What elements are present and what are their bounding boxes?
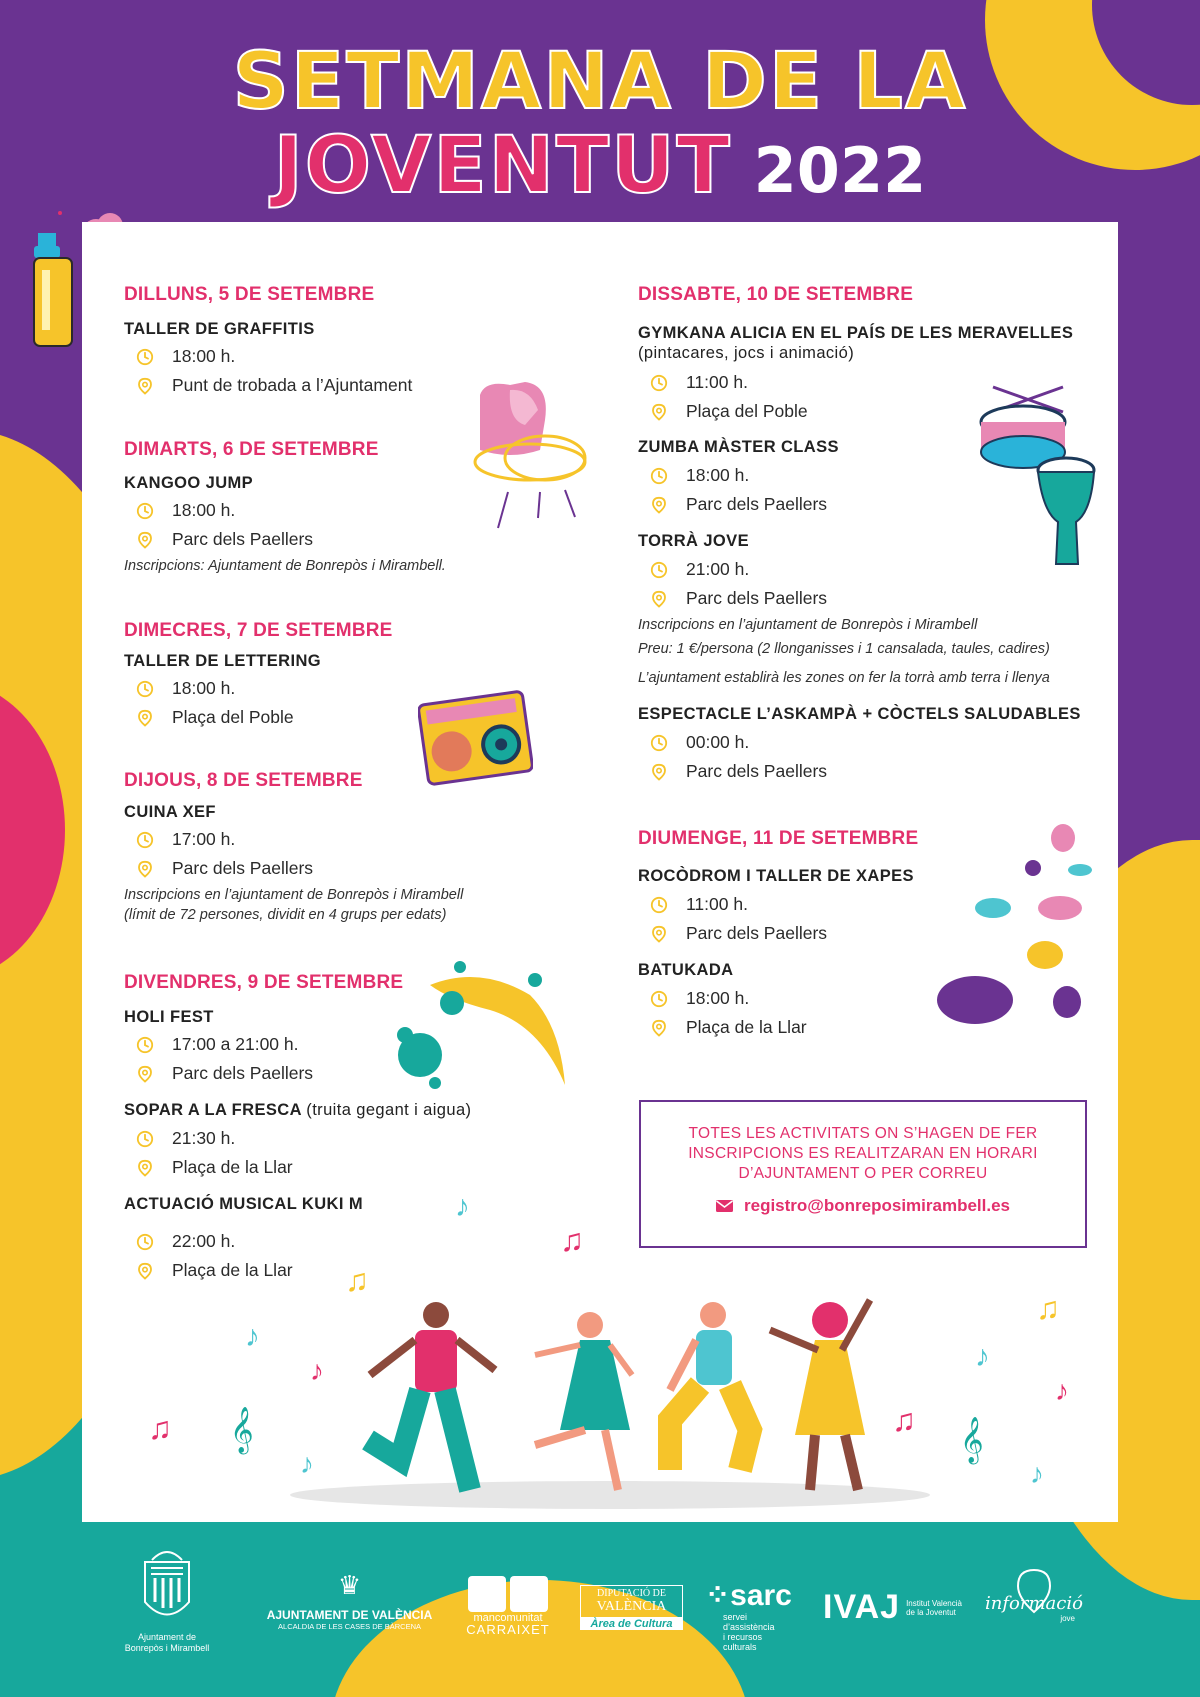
clock-icon	[136, 502, 154, 520]
activity-name: BATUKADA	[638, 961, 734, 979]
title-line-2	[0, 121, 1200, 213]
drums-icon	[978, 382, 1098, 572]
activity-name: TALLER DE LETTERING	[124, 652, 322, 670]
activity-name: ROCÒDROM I TALLER DE XAPES	[638, 867, 914, 885]
day-heading: DIUMENGE, 11 DE SETEMBRE	[638, 828, 919, 849]
activity-name: ESPECTACLE L’ASKAMPÀ + CÒCTELS SALUDABLES	[638, 705, 1081, 723]
activity-time: 18:00 h.	[136, 346, 235, 367]
logo-sarc: ⁘sarc servei d’assistència i recursos culturals	[705, 1579, 792, 1652]
activity-time: 18:00 h.	[650, 988, 749, 1009]
logo-diputacio: DIPUTACIÓ DE VALÈNCIA Àrea de Cultura	[580, 1585, 683, 1630]
location-pin-icon	[136, 377, 154, 395]
crown-icon: ♛	[337, 1570, 362, 1600]
logo-informacio-jove: informació jove	[985, 1566, 1083, 1623]
activity-name: ACTUACIÓ MUSICAL KUKI M	[124, 1195, 363, 1213]
activity-place: Plaça de la Llar	[136, 1260, 293, 1281]
activity-place: Parc dels Paellers	[650, 494, 827, 515]
activity-name: GYMKANA ALICIA EN EL PAÍS DE LES MERAVELLES	[638, 324, 1074, 342]
activity-place: Plaça del Poble	[650, 401, 808, 422]
clock-icon	[650, 734, 668, 752]
clock-icon	[650, 561, 668, 579]
activity-name: CUINA XEF	[124, 803, 216, 821]
sponsor-logos	[0, 1530, 1200, 1680]
activity-name: HOLI FEST	[124, 1008, 214, 1026]
title-year: 2022	[753, 134, 927, 207]
activity-time: 21:00 h.	[650, 559, 749, 580]
location-pin-icon	[136, 1159, 154, 1177]
logo-ivaj: IVAJ Institut Valencià de la Joventut	[823, 1588, 962, 1626]
day-heading: DIMARTS, 6 DE SETEMBRE	[124, 439, 379, 460]
logo-mancomunitat: mancomunitat CARRAIXET	[462, 1576, 554, 1637]
activity-place: Parc dels Paellers	[136, 1063, 313, 1084]
activity-time: 22:00 h.	[136, 1231, 235, 1252]
activity-time: 18:00 h.	[136, 678, 235, 699]
day-heading: DILLUNS, 5 DE SETEMBRE	[124, 284, 375, 305]
activity-time: 11:00 h.	[650, 894, 748, 915]
roller-skate-icon	[470, 380, 600, 535]
logo-ajuntament-valencia: ♛ AJUNTAMENT DE VALÈNCIA ALCALDIA DE LES CASES DE BÀRCENA	[262, 1570, 437, 1631]
activity-time: 18:00 h.	[650, 465, 749, 486]
treble-clef-icon: 𝄞	[230, 1408, 254, 1452]
music-note-icon: ♪	[310, 1355, 324, 1386]
music-note-icon: ♪	[245, 1320, 260, 1353]
climbing-holds-icon	[935, 820, 1095, 1030]
location-pin-icon	[650, 1019, 668, 1037]
activity-time: 21:30 h.	[136, 1128, 235, 1149]
activity-time: 18:00 h.	[136, 500, 235, 521]
treble-clef-icon: 𝄞	[960, 1418, 984, 1462]
activity-note: Inscripcions en l’ajuntament de Bonrepòs i Mirambell	[124, 887, 464, 903]
day-heading: DIJOUS, 8 DE SETEMBRE	[124, 770, 363, 791]
clock-icon	[136, 1130, 154, 1148]
activity-place: Parc dels Paellers	[650, 923, 827, 944]
music-note-icon: ♫	[560, 1222, 584, 1258]
day-heading: DIMECRES, 7 DE SETEMBRE	[124, 620, 393, 641]
activity-note: Inscripcions: Ajuntament de Bonrepòs i Mirambell.	[124, 558, 446, 574]
activity-note: Inscripcions en l’ajuntament de Bonrepòs i Mirambell	[638, 617, 978, 633]
location-pin-icon	[136, 531, 154, 549]
notice-text: TOTES LES ACTIVITATS ON S’HAGEN DE FER INSCRIPCIONS ES REALITZARAN EN HORARI D’AJUNTAMENT O PER CORREU	[688, 1125, 1038, 1182]
dancers-illustration	[140, 1190, 1080, 1510]
clock-icon	[136, 1036, 154, 1054]
activity-name: SOPAR A LA FRESCA (truita gegant i aigua)	[124, 1101, 472, 1119]
music-note-icon: ♪	[300, 1448, 314, 1479]
paint-splash-icon	[370, 955, 570, 1095]
activity-time: 17:00 h.	[136, 829, 235, 850]
activity-name: TALLER DE GRAFFITIS	[124, 320, 315, 338]
music-note-icon: ♪	[1030, 1458, 1044, 1489]
activity-note: L’ajuntament establirà les zones on fer la torrà amb terra i llenya	[638, 670, 1050, 686]
music-note-icon: ♪	[1055, 1375, 1069, 1406]
music-note-icon: ♫	[345, 1262, 369, 1298]
activity-name: ZUMBA MÀSTER CLASS	[638, 438, 839, 456]
activity-subtitle: (pintacares, jocs i animació)	[638, 344, 855, 362]
activity-place: Parc dels Paellers	[136, 529, 313, 550]
activity-name: KANGOO JUMP	[124, 474, 254, 492]
day-heading: DISSABTE, 10 DE SETEMBRE	[638, 284, 914, 305]
title-joventut: JOVENTUT	[273, 121, 732, 211]
location-pin-icon	[136, 709, 154, 727]
clock-icon	[136, 680, 154, 698]
activity-time: 00:00 h.	[650, 732, 749, 753]
activity-place: Plaça del Poble	[136, 707, 294, 728]
notice-email[interactable]: registro@bonreposimirambell.es	[641, 1196, 1085, 1216]
poster-title	[0, 37, 1200, 213]
location-pin-icon	[136, 860, 154, 878]
music-note-icon: ♫	[148, 1410, 172, 1446]
activity-place: Punt de trobada a l’Ajuntament	[136, 375, 412, 396]
location-pin-icon	[650, 763, 668, 781]
day-heading: DIVENDRES, 9 DE SETEMBRE	[124, 972, 404, 993]
activity-place: Plaça de la Llar	[136, 1157, 293, 1178]
activity-note: Preu: 1 €/persona (2 llonganisses i 1 cansalada, taules, cadires)	[638, 641, 1050, 657]
activity-time: 17:00 a 21:00 h.	[136, 1034, 299, 1055]
location-pin-icon	[650, 496, 668, 514]
activity-name: TORRÀ JOVE	[638, 532, 749, 550]
clock-icon	[650, 374, 668, 392]
activity-time: 11:00 h.	[650, 372, 748, 393]
location-pin-icon	[650, 590, 668, 608]
logo-bonrepos: Ajuntament de Bonrepòs i Mirambell	[112, 1542, 222, 1654]
title-line-1: SETMANA DE LA	[232, 37, 968, 127]
location-pin-icon	[650, 925, 668, 943]
activity-place: Parc dels Paellers	[136, 858, 313, 879]
clock-icon	[650, 467, 668, 485]
coat-of-arms-icon	[137, 1542, 197, 1627]
activity-place: Plaça de la Llar	[650, 1017, 807, 1038]
activity-place: Parc dels Paellers	[650, 588, 827, 609]
music-note-icon: ♪	[455, 1190, 470, 1223]
clock-icon	[650, 896, 668, 914]
boombox-icon	[418, 688, 533, 788]
activity-place: Parc dels Paellers	[650, 761, 827, 782]
location-pin-icon	[136, 1065, 154, 1083]
music-note-icon: ♪	[975, 1340, 990, 1373]
music-note-icon: ♫	[1036, 1290, 1060, 1326]
music-note-icon: ♫	[892, 1402, 916, 1438]
clock-icon	[136, 348, 154, 366]
clock-icon	[136, 831, 154, 849]
location-pin-icon	[650, 403, 668, 421]
clock-icon	[650, 990, 668, 1008]
activity-note: (límit de 72 persones, dividit en 4 grups per edats)	[124, 907, 447, 923]
